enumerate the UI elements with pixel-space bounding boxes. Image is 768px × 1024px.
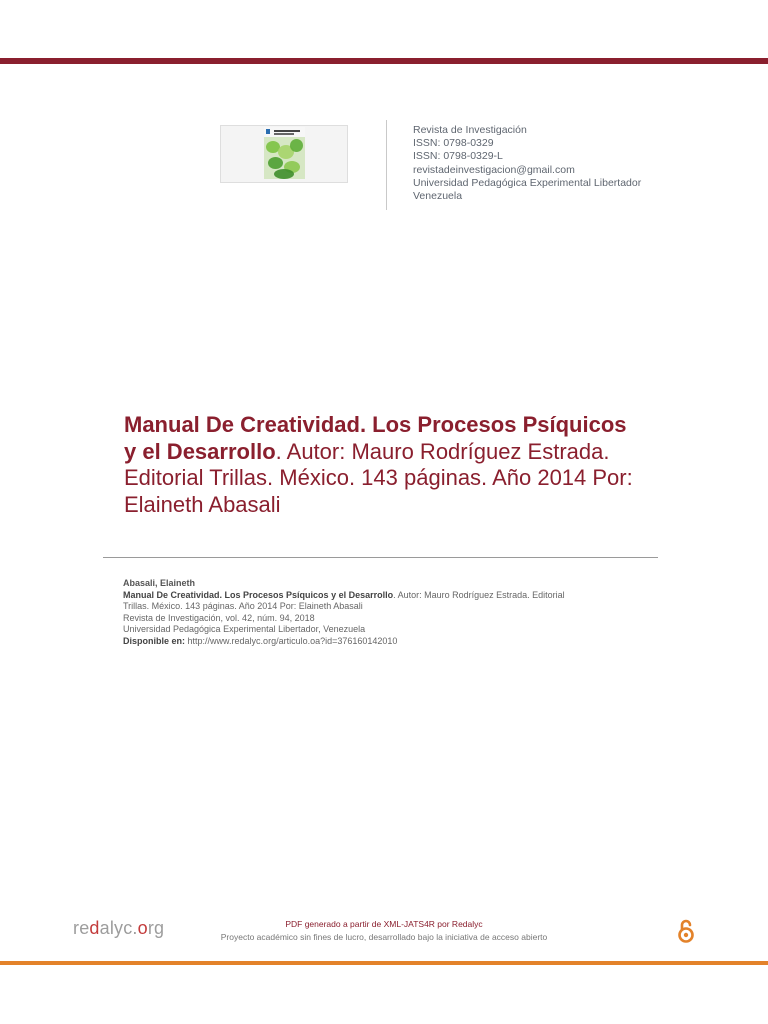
journal-institution: Universidad Pedagógica Experimental Libertador xyxy=(413,176,642,189)
citation-title-continued: Trillas. México. 143 páginas. Año 2014 Por: Elaineth Abasali xyxy=(123,601,363,612)
cover-leaf-shape xyxy=(290,139,303,152)
article-url-link[interactable]: http://www.redalyc.org/articulo.oa?id=376160142010 xyxy=(187,635,398,646)
logo-part-o: o xyxy=(137,918,148,938)
citation-title-main: Manual De Creatividad. Los Procesos Psíquicos y el Desarrollo xyxy=(123,589,394,600)
citation-block xyxy=(123,578,643,648)
citation-availability xyxy=(123,636,643,648)
cover-leaf-shape xyxy=(268,157,283,169)
section-rule xyxy=(103,557,658,558)
article-title-main: Manual De Creatividad. Los Procesos Psíquicos y el Desarrollo xyxy=(124,412,627,464)
footer-project-note: Proyecto académico sin fines de lucro, desarrollado bajo la iniciativa de acceso abierto xyxy=(220,932,548,942)
logo-part-d: d xyxy=(89,918,100,938)
open-access-icon xyxy=(677,918,695,944)
logo-part-rg: rg xyxy=(147,918,165,938)
citation-source: Revista de Investigación, vol. 42, núm. 94, 2018 xyxy=(123,612,315,623)
citation-title xyxy=(123,590,643,602)
journal-issn-l: ISSN: 0798-0329-L xyxy=(413,150,503,163)
footer-rule xyxy=(0,961,768,965)
footer-generated-note: PDF generado a partir de XML-JATS4R por Redalyc xyxy=(285,919,483,929)
logo-part-re: re xyxy=(73,918,90,938)
article-title-details: . Autor: Mauro Rodríguez Estrada. Editorial Trillas. México. 143 páginas. Año 2014 Por: Elaineth Abasali xyxy=(124,438,633,517)
journal-email[interactable]: revistadeinvestigacion@gmail.com xyxy=(413,163,575,176)
availability-label: Disponible en: xyxy=(123,635,186,646)
cover-leaf-shape xyxy=(274,169,294,179)
article-title xyxy=(124,412,644,518)
citation-title-details: . Autor: Mauro Rodríguez Estrada. Editorial xyxy=(393,589,565,600)
journal-info xyxy=(413,124,641,203)
header-rule xyxy=(0,58,768,64)
journal-issn: ISSN: 0798-0329 xyxy=(413,137,494,150)
journal-country: Venezuela xyxy=(413,190,463,203)
journal-cover xyxy=(220,125,348,183)
citation-author: Abasali, Elaineth xyxy=(123,578,196,588)
cover-logo-icon xyxy=(266,129,270,134)
journal-name: Revista de Investigación xyxy=(413,124,527,136)
citation-institution: Universidad Pedagógica Experimental Libertador, Venezuela xyxy=(123,624,366,635)
cover-image xyxy=(264,127,305,179)
header-divider xyxy=(386,120,387,210)
logo-part-alyc: alyc. xyxy=(99,918,138,938)
